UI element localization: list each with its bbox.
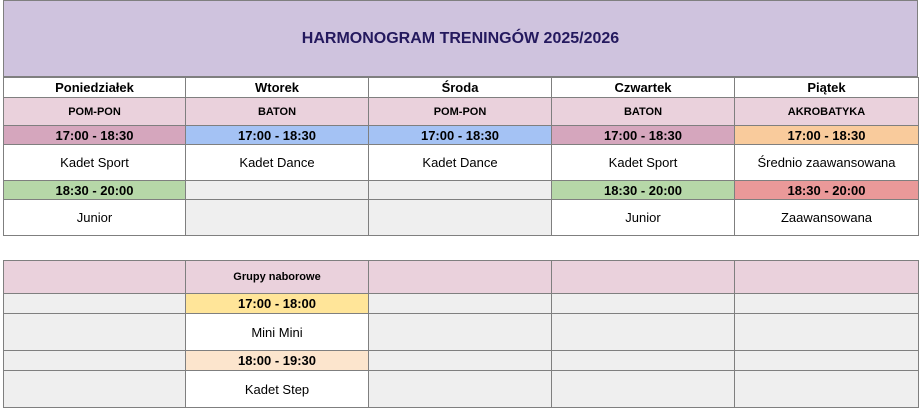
day-thursday[interactable]: Czwartek [552,78,735,98]
recruitment-header-empty[interactable] [552,261,735,294]
slot2-group-thursday[interactable]: Junior [552,200,735,236]
recruitment-slot2-group-row [4,371,919,408]
slot1-time-monday[interactable]: 17:00 - 18:30 [4,126,186,145]
empty-cell[interactable] [552,371,735,408]
slot1-group-wednesday[interactable]: Kadet Dance [369,145,552,181]
slot1-group-tuesday[interactable]: Kadet Dance [186,145,369,181]
slot1-groups-row [4,145,919,181]
empty-cell[interactable] [735,371,919,408]
recruitment-slot1-time-row [4,294,919,314]
recruitment-slot2-time-row [4,351,919,371]
slot1-group-monday[interactable]: Kadet Sport [4,145,186,181]
empty-cell[interactable] [369,371,552,408]
schedule-title-bar [3,0,918,77]
slot1-time-friday[interactable]: 17:00 - 18:30 [735,126,919,145]
day-friday[interactable]: Piątek [735,78,919,98]
slot2-group-monday[interactable]: Junior [4,200,186,236]
recruitment-slot1-time[interactable]: 17:00 - 18:00 [186,294,369,314]
empty-cell[interactable] [4,371,186,408]
recruitment-slot1-group[interactable]: Mini Mini [186,314,369,351]
recruitment-header-empty[interactable] [369,261,552,294]
slot2-groups-row [4,200,919,236]
discipline-thursday[interactable]: BATON [552,98,735,126]
empty-cell[interactable] [369,351,552,371]
day-wednesday[interactable]: Środa [369,78,552,98]
recruitment-slot2-group[interactable]: Kadet Step [186,371,369,408]
slot2-time-friday[interactable]: 18:30 - 20:00 [735,181,919,200]
empty-cell[interactable] [735,294,919,314]
disciplines-row [4,98,919,126]
slot1-group-thursday[interactable]: Kadet Sport [552,145,735,181]
recruitment-table [3,260,919,408]
days-row [4,78,919,98]
recruitment-header-empty[interactable] [4,261,186,294]
recruitment-header-row [4,261,919,294]
slot2-time-wednesday[interactable] [369,181,552,200]
weekly-schedule-table [3,77,919,236]
empty-cell[interactable] [552,314,735,351]
day-tuesday[interactable]: Wtorek [186,78,369,98]
recruitment-slot2-time[interactable]: 18:00 - 19:30 [186,351,369,371]
slot1-group-friday[interactable]: Średnio zaawansowana [735,145,919,181]
discipline-friday[interactable]: AKROBATYKA [735,98,919,126]
slot2-time-tuesday[interactable] [186,181,369,200]
slot2-times-row [4,181,919,200]
day-monday[interactable]: Poniedziałek [4,78,186,98]
empty-cell[interactable] [369,314,552,351]
slot1-time-tuesday[interactable]: 17:00 - 18:30 [186,126,369,145]
empty-cell[interactable] [4,294,186,314]
empty-cell[interactable] [552,351,735,371]
slot1-time-wednesday[interactable]: 17:00 - 18:30 [369,126,552,145]
slot2-group-friday[interactable]: Zaawansowana [735,200,919,236]
slot1-time-thursday[interactable]: 17:00 - 18:30 [552,126,735,145]
slot1-times-row [4,126,919,145]
empty-cell[interactable] [369,294,552,314]
discipline-monday[interactable]: POM-PON [4,98,186,126]
discipline-wednesday[interactable]: POM-PON [369,98,552,126]
recruitment-header[interactable]: Grupy naborowe [186,261,369,294]
slot2-time-monday[interactable]: 18:30 - 20:00 [4,181,186,200]
empty-cell[interactable] [735,314,919,351]
empty-cell[interactable] [735,351,919,371]
empty-cell[interactable] [4,314,186,351]
recruitment-slot1-group-row [4,314,919,351]
slot2-time-thursday[interactable]: 18:30 - 20:00 [552,181,735,200]
slot2-group-wednesday[interactable] [369,200,552,236]
discipline-tuesday[interactable]: BATON [186,98,369,126]
slot2-group-tuesday[interactable] [186,200,369,236]
recruitment-header-empty[interactable] [735,261,919,294]
empty-cell[interactable] [4,351,186,371]
schedule-title: HARMONOGRAM TRENINGÓW 2025/2026 [301,29,620,47]
empty-cell[interactable] [552,294,735,314]
